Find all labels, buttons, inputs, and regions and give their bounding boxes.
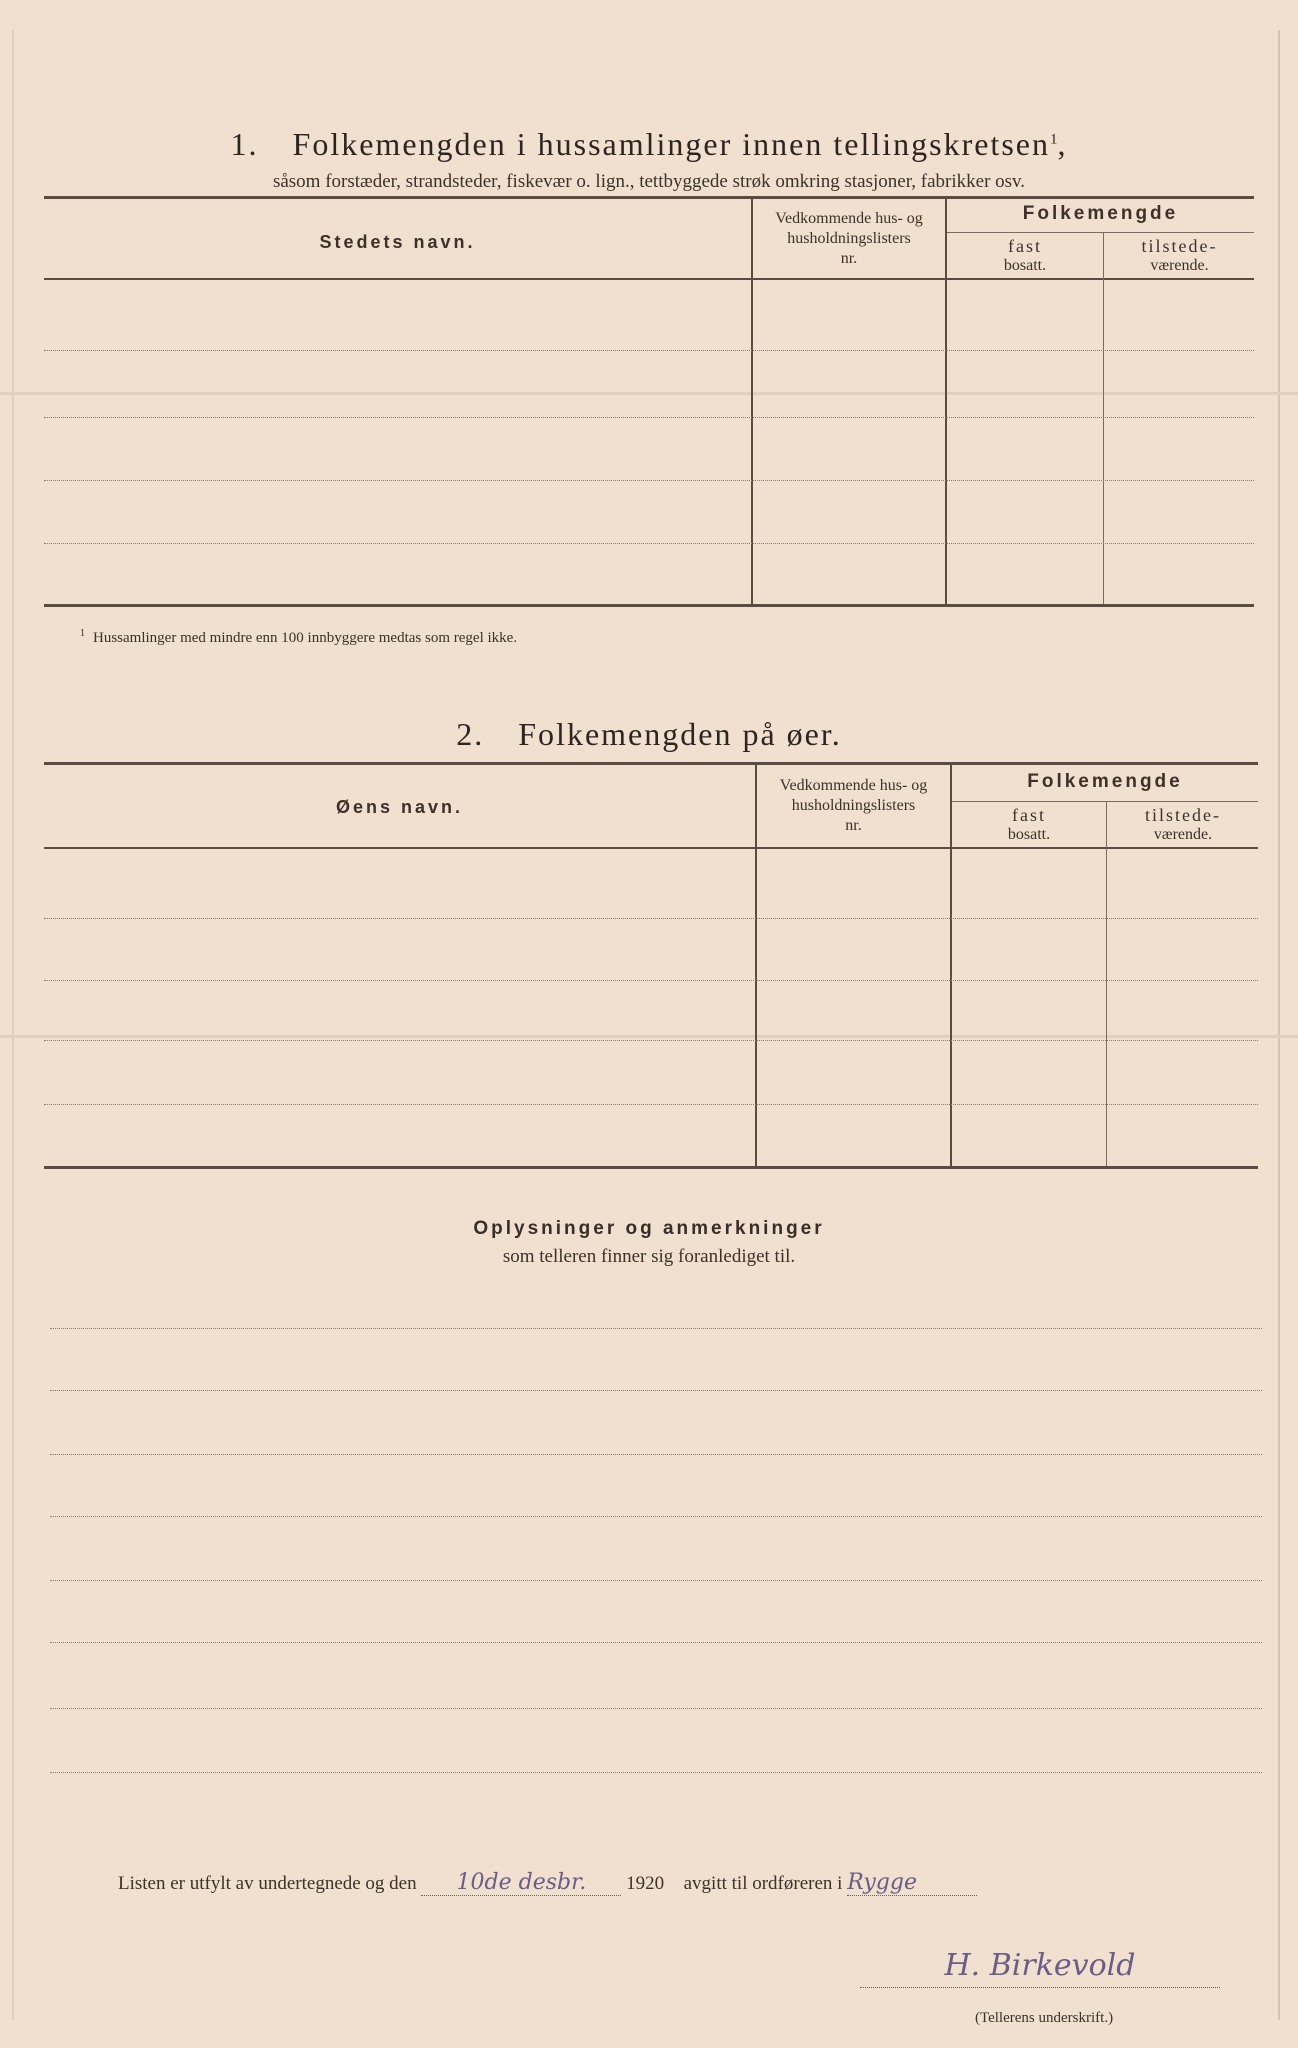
table2-col-list-number <box>757 776 950 836</box>
paper-fold-lower <box>0 1035 1298 1038</box>
signature-label: (Tellerens underskrift.) <box>975 2010 1114 2026</box>
table1-col-list-line2: husholdningslisters <box>787 230 911 247</box>
table2-col-present-line2: værende. <box>1153 826 1213 843</box>
table2-col-list-line1: Vedkommende hus- og <box>779 777 928 794</box>
table2-col-island-name: Øens navn. <box>335 797 464 817</box>
section1-heading <box>0 126 1298 163</box>
section1-footnote <box>80 628 517 647</box>
signature-field <box>860 1945 1220 1988</box>
handover-text: avgitt til ordføreren i <box>683 1873 843 1894</box>
table1-col-resident-line1: fast <box>1008 236 1042 256</box>
section2-number: 2. <box>456 716 485 752</box>
remarks-line <box>50 1516 1262 1517</box>
certification-text: Listen er utfylt av undertegnede og den <box>118 1873 417 1894</box>
table1-col-present <box>1105 236 1254 276</box>
table1-col-list-number <box>753 209 945 269</box>
table2-divider-pop <box>1106 802 1107 1166</box>
table2-top-rule <box>44 762 1258 765</box>
table1-row-line <box>44 480 1254 481</box>
remarks-subtitle: som telleren finner sig foranlediget til. <box>502 1246 796 1267</box>
remarks-line <box>50 1772 1262 1773</box>
table2-row-line <box>44 918 1258 919</box>
footnote-text: Hussamlinger med mindre enn 100 innbyggere medtas som regel ikke. <box>93 630 518 646</box>
table2-col-resident-line2: bosatt. <box>1007 826 1051 843</box>
page-edge-left <box>12 30 14 2020</box>
date-field <box>421 1870 621 1896</box>
table1-row-line <box>44 543 1254 544</box>
table2-col-list-line2: husholdningslisters <box>791 797 916 814</box>
table1-header-rule <box>44 278 1254 280</box>
remarks-line <box>50 1454 1262 1455</box>
remarks-line <box>50 1390 1262 1391</box>
municipality-field <box>847 1870 977 1896</box>
section1-title: Folkemengden i hussamlinger innen tellingskretsen <box>292 126 1050 162</box>
section2-heading <box>0 716 1298 753</box>
municipality-handwritten: Rygge <box>847 1870 917 1895</box>
table1-top-rule <box>44 196 1254 199</box>
footnote-mark: 1 <box>80 628 85 639</box>
table2-col-present-line1: tilstede- <box>1145 805 1221 825</box>
table2-row-line <box>44 1104 1258 1105</box>
remarks-line <box>50 1708 1262 1709</box>
table1-divider-pop <box>1103 233 1104 606</box>
page-edge-right <box>1278 30 1280 2020</box>
table1-col-list-line1: Vedkommende hus- og <box>775 210 923 227</box>
table2-col-resident-line1: fast <box>1012 805 1046 825</box>
year-text: 1920 <box>626 1873 665 1894</box>
table1-row-line <box>44 350 1254 351</box>
table2-header-rule <box>44 847 1258 849</box>
table1-col-place-name: Stedets navn. <box>319 232 476 252</box>
table2-col-population: Folkemengde <box>1027 771 1183 792</box>
remarks-title: Oplysninger og anmerkninger <box>473 1218 825 1239</box>
remarks-line <box>50 1642 1262 1643</box>
table1-row-line <box>44 417 1254 418</box>
table1-col-present-line2: værende. <box>1150 257 1209 274</box>
table1-col-resident-line2: bosatt. <box>1003 257 1047 274</box>
table2-row-line <box>44 980 1258 981</box>
section1-title-suffix: , <box>1057 126 1068 162</box>
table1-col-population: Folkemengde <box>1022 203 1179 224</box>
section1-number: 1. <box>230 126 259 162</box>
section2-title: Folkemengden på øer. <box>518 716 842 752</box>
remarks-line <box>50 1580 1262 1581</box>
date-handwritten: 10de desbr. <box>456 1870 587 1895</box>
table1-col-resident <box>947 236 1103 276</box>
section1-title-footnote-mark: 1 <box>1049 131 1058 148</box>
table1-col-list-line3: nr. <box>840 250 858 267</box>
enumerator-signature: H. Birkevold <box>944 1948 1136 1983</box>
remarks-line <box>50 1328 1262 1329</box>
table2-row-line <box>44 1040 1258 1041</box>
certification-line <box>118 1870 977 1896</box>
table1-pop-subheader-rule <box>946 232 1254 233</box>
table2-col-resident <box>952 805 1106 845</box>
table2-col-present <box>1108 805 1258 845</box>
table2-bottom-rule <box>44 1166 1258 1169</box>
table1-bottom-rule <box>44 604 1254 607</box>
table2-col-list-line3: nr. <box>845 817 862 834</box>
section1-subtitle: såsom forstæder, strandsteder, fiskevær o. lign., tettbyggede strøk omkring stasjoner, fabrikker osv. <box>272 171 1026 192</box>
table2-pop-subheader-rule <box>951 801 1258 802</box>
table1-col-present-line1: tilstede- <box>1141 236 1218 256</box>
